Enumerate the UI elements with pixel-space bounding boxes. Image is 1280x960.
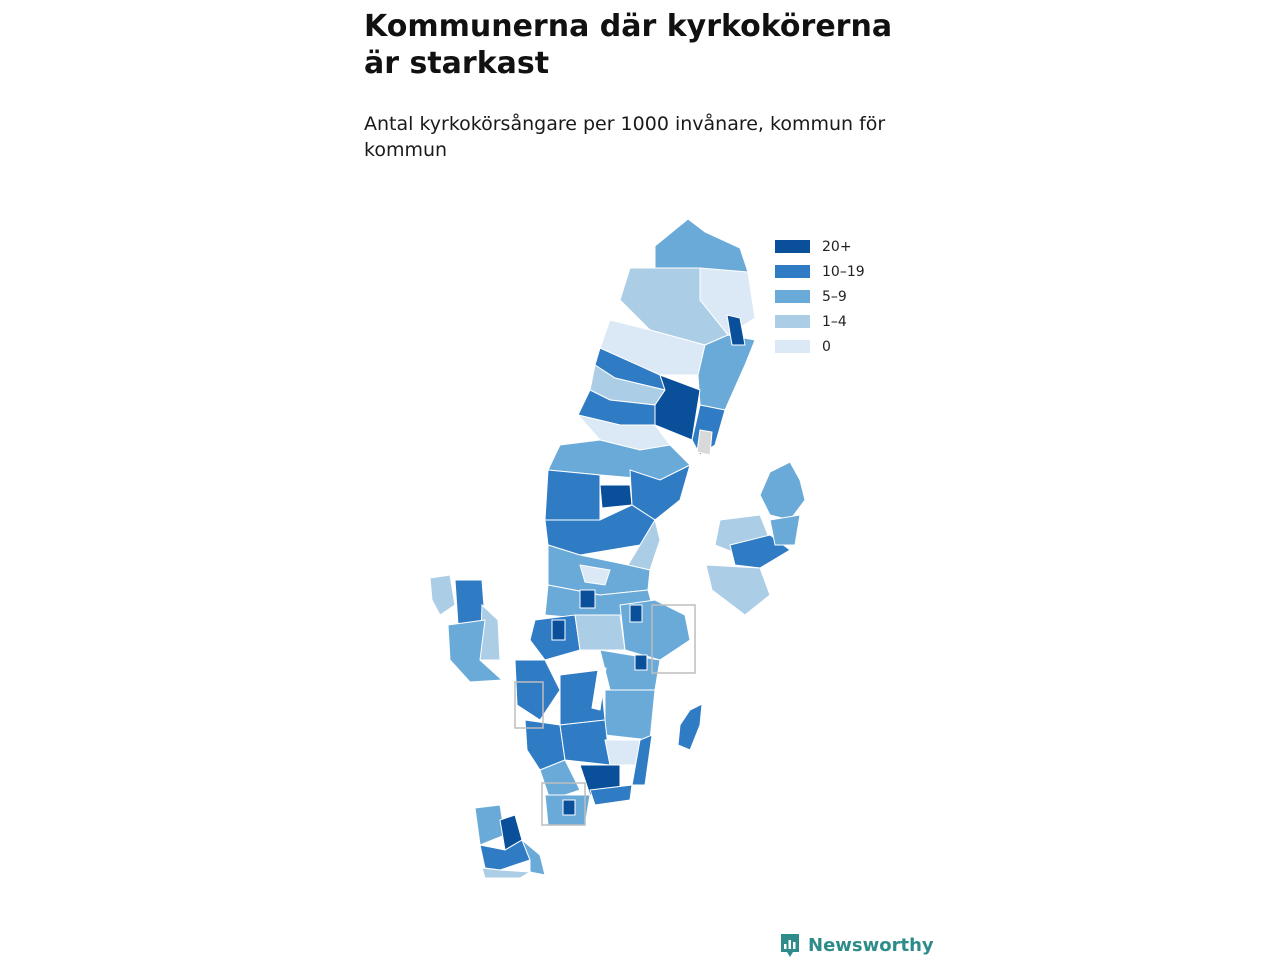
region-jonkoping [560,720,610,765]
legend-swatch [775,265,810,278]
chart-subtitle: Antal kyrkokörsångare per 1000 invånare, kommun för kommun [364,113,886,161]
region-nykoping-dark [635,655,647,670]
map-legend [775,234,865,359]
legend-swatch [775,290,810,303]
legend-item [775,309,865,334]
legend-item [775,259,865,284]
inset-goteborg-north [430,575,455,615]
region-ostersund-dark [600,485,632,508]
legend-swatch [775,240,810,253]
newsworthy-brand [779,932,934,958]
legend-label: 0 [822,338,831,355]
legend-label: 5–9 [822,288,847,305]
legend-label: 1–4 [822,313,847,330]
inset-stockholm-east [770,515,800,545]
legend-label: 10–19 [822,263,865,280]
legend-label: 20+ [822,238,852,255]
brand-name: Newsworthy [808,934,934,956]
inset-goteborg-mid [455,580,485,625]
legend-swatch [775,315,810,328]
inset-stockholm-north [760,462,805,520]
chart-title: Kommunerna där kyrkokörerna är starkast [364,9,893,81]
inset-skane-south [482,868,530,878]
region-gotland [678,704,702,750]
legend-item [775,234,865,259]
newsworthy-chart-logo-icon [779,932,801,958]
region-jamtland [545,470,600,520]
inset-stockholm-south [706,565,770,615]
region-falun-dark [580,590,595,608]
sweden-mainland [515,219,755,825]
legend-swatch [775,340,810,353]
region-kalmar-zero [605,740,640,765]
inset-map-goteborg [430,575,502,682]
legend-item [775,284,865,309]
region-karlstad-dark [552,620,565,640]
legend-item [775,334,865,359]
region-nodata [697,430,712,455]
region-orebro [575,615,625,650]
inset-map-skane [475,805,545,878]
region-stockholm-dark [630,605,642,622]
region-skane-dark [563,800,575,815]
inset-map-stockholm [706,462,805,615]
region-ostergotland [605,690,655,740]
region-norrbotten-coast [698,335,755,410]
